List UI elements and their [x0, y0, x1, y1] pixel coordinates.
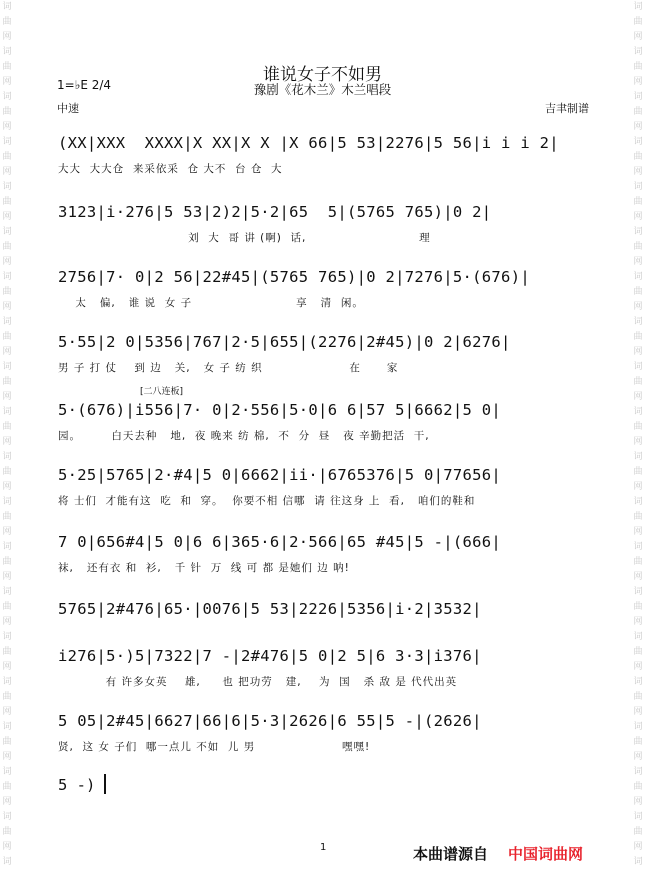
ending-notation: 5 -) [58, 776, 96, 794]
watermark-char: 曲 [633, 107, 643, 117]
watermark-char: 曲 [633, 557, 643, 567]
watermark-char: 词 [633, 857, 643, 867]
watermark-char: 词 [633, 632, 643, 642]
watermark-char: 曲 [2, 377, 12, 387]
notation-line-6: 5·25|5765|2·#4|5 0|6662|ii·|6765376|5 0|77656| [58, 466, 502, 484]
watermark-char: 词 [2, 452, 12, 462]
lyric-line-9: 有 许多女英 雄, 也 把功劳 建, 为 国 杀 敌 是 代代出英 [58, 676, 458, 688]
watermark-char: 曲 [633, 152, 643, 162]
watermark-char: 网 [633, 212, 643, 222]
watermark-char: 词 [633, 92, 643, 102]
watermark-char: 词 [2, 767, 12, 777]
watermark-char: 曲 [2, 197, 12, 207]
watermark-char: 曲 [2, 332, 12, 342]
watermark-char: 曲 [2, 782, 12, 792]
notation-line-10: 5 05|2#45|6627|66|6|5·3|2626|6 55|5 -|(2626| [58, 712, 482, 730]
watermark-char: 曲 [2, 17, 12, 27]
watermark-char: 网 [2, 77, 12, 87]
watermark-char: 词 [2, 182, 12, 192]
watermark-char: 词 [633, 182, 643, 192]
watermark-char: 网 [633, 122, 643, 132]
watermark-char: 曲 [2, 602, 12, 612]
watermark-char: 曲 [633, 467, 643, 477]
watermark-char: 网 [2, 32, 12, 42]
watermark-char: 网 [2, 122, 12, 132]
watermark-char: 曲 [633, 737, 643, 747]
watermark-char: 网 [633, 392, 643, 402]
site-link[interactable]: 中国词曲网 [508, 845, 584, 863]
watermark-char: 网 [633, 77, 643, 87]
watermark-char: 词 [2, 227, 12, 237]
watermark-char: 曲 [633, 647, 643, 657]
watermark-char: 网 [633, 32, 643, 42]
watermark-char: 词 [633, 767, 643, 777]
watermark-char: 网 [633, 257, 643, 267]
page-subtitle: 豫剧《花木兰》木兰唱段 [253, 82, 392, 97]
notation-line-2: 3123|i·276|5 53|2)2|5·2|65 5|(5765 765)|0 2| [58, 203, 492, 221]
watermark-char: 词 [633, 722, 643, 732]
watermark-char: 网 [2, 212, 12, 222]
watermark-char: 网 [633, 707, 643, 717]
watermark-char: 词 [2, 362, 12, 372]
notation-line-7: 7 0|656#4|5 0|6 6|365·6|2·566|65 #45|5 -|(666| [58, 533, 502, 551]
watermark-char: 词 [2, 722, 12, 732]
watermark-char: 曲 [633, 782, 643, 792]
watermark-char: 词 [2, 677, 12, 687]
watermark-char: 词 [2, 92, 12, 102]
watermark-char: 词 [2, 497, 12, 507]
notation-line-4: 5·55|2 0|5356|767|2·5|655|(2276|2#45)|0 2|6276| [58, 333, 511, 351]
watermark-char: 曲 [2, 62, 12, 72]
watermark-char: 网 [633, 572, 643, 582]
page-number: 1 [320, 842, 327, 853]
watermark-char: 词 [633, 317, 643, 327]
lyric-line-10: 贤, 这 女 子们 哪一点儿 不如 儿 男 嘿嘿! [58, 741, 371, 753]
watermark-char: 曲 [2, 737, 12, 747]
section-mark: [二八连板] [140, 387, 184, 397]
tempo-marking: 中速 [57, 102, 79, 115]
watermark-char: 网 [2, 347, 12, 357]
watermark-char: 词 [633, 587, 643, 597]
watermark-char: 曲 [2, 827, 12, 837]
watermark-char: 词 [2, 2, 12, 12]
transcriber-credit: 吉聿制谱 [545, 102, 589, 115]
watermark-char: 曲 [2, 647, 12, 657]
watermark-char: 词 [2, 812, 12, 822]
final-barline [104, 774, 106, 794]
watermark-char: 词 [633, 452, 643, 462]
watermark-char: 曲 [633, 422, 643, 432]
watermark-char: 曲 [633, 62, 643, 72]
lyric-line-6: 将 士们 才能有这 吃 和 穿。 你要不相 信哪 请 往这身 上 看, 咱们的鞋和 [58, 495, 476, 507]
watermark-char: 词 [633, 227, 643, 237]
watermark-char: 词 [2, 632, 12, 642]
watermark-char: 曲 [633, 332, 643, 342]
watermark-char: 网 [2, 662, 12, 672]
watermark-char: 曲 [2, 512, 12, 522]
watermark-char: 词 [2, 137, 12, 147]
watermark-char: 网 [633, 797, 643, 807]
watermark-char: 网 [2, 437, 12, 447]
lyric-line-4: 男 子 打 仗 到 边 关, 女 子 纺 织 在 家 [58, 362, 399, 374]
key-signature: 1=♭E 2/4 [57, 78, 112, 92]
watermark-char: 网 [633, 842, 643, 852]
watermark-char: 网 [633, 527, 643, 537]
watermark-char: 网 [633, 617, 643, 627]
watermark-left [0, 0, 14, 870]
watermark-char: 词 [633, 677, 643, 687]
watermark-char: 词 [2, 47, 12, 57]
watermark-char: 词 [2, 272, 12, 282]
watermark-char: 曲 [2, 422, 12, 432]
watermark-char: 网 [633, 752, 643, 762]
source-credit [413, 843, 583, 864]
watermark-char: 网 [2, 167, 12, 177]
watermark-char: 网 [2, 392, 12, 402]
notation-line-5: 5·(676)|i556|7· 0|2·556|5·0|6 6|57 5|6662|5 0| [58, 401, 502, 419]
lyric-line-3: 太 偏, 谁 说 女 子 享 清 闲。 [58, 297, 364, 309]
watermark-char: 词 [2, 317, 12, 327]
watermark-char: 网 [633, 662, 643, 672]
watermark-char: 网 [2, 617, 12, 627]
watermark-char: 网 [2, 752, 12, 762]
watermark-char: 曲 [633, 287, 643, 297]
watermark-char: 曲 [633, 197, 643, 207]
watermark-right [631, 0, 645, 870]
source-text: 本曲谱源自 [413, 845, 489, 863]
notation-line-8: 5765|2#476|65·|0076|5 53|2226|5356|i·2|3532| [58, 600, 482, 618]
watermark-char: 词 [633, 2, 643, 12]
lyric-line-2: 刘 大 哥 讲 (啊) 话, 理 [58, 232, 431, 244]
watermark-char: 网 [633, 482, 643, 492]
watermark-char: 词 [2, 542, 12, 552]
watermark-char: 词 [2, 407, 12, 417]
watermark-char: 词 [633, 272, 643, 282]
watermark-char: 网 [2, 572, 12, 582]
watermark-char: 曲 [633, 602, 643, 612]
notation-line-9: i276|5·)5|7322|7 -|2#476|5 0|2 5|6 3·3|i376| [58, 647, 482, 665]
watermark-char: 词 [633, 407, 643, 417]
watermark-char: 网 [2, 797, 12, 807]
notation-line-1: (XX|XXX XXXX|X XX|X X |X 66|5 53|2276|5 56|i i i 2| [58, 134, 559, 152]
watermark-char: 词 [633, 137, 643, 147]
lyric-line-5: 园。 白天去种 地, 夜 晚来 纺 棉, 不 分 昼 夜 辛勤把活 干, [58, 430, 430, 442]
lyric-line-1: 大大 大大仓 来采依采 仓 大不 台 仓 大 [58, 163, 283, 175]
watermark-char: 网 [2, 707, 12, 717]
watermark-char: 词 [2, 857, 12, 867]
watermark-char: 词 [633, 812, 643, 822]
watermark-char: 词 [633, 362, 643, 372]
watermark-char: 曲 [633, 377, 643, 387]
watermark-char: 曲 [633, 512, 643, 522]
watermark-char: 网 [2, 257, 12, 267]
watermark-char: 网 [633, 167, 643, 177]
watermark-char: 词 [633, 542, 643, 552]
watermark-char: 曲 [2, 152, 12, 162]
watermark-char: 网 [633, 347, 643, 357]
watermark-char: 网 [2, 527, 12, 537]
watermark-char: 网 [2, 302, 12, 312]
watermark-char: 网 [633, 302, 643, 312]
watermark-char: 词 [2, 587, 12, 597]
watermark-char: 曲 [2, 287, 12, 297]
watermark-char: 曲 [2, 467, 12, 477]
watermark-char: 曲 [633, 242, 643, 252]
watermark-char: 曲 [633, 827, 643, 837]
page-title: 谁说女子不如男 [263, 65, 382, 85]
watermark-char: 曲 [2, 557, 12, 567]
watermark-char: 曲 [633, 17, 643, 27]
watermark-char: 曲 [2, 107, 12, 117]
notation-line-3: 2756|7· 0|2 56|22#45|(5765 765)|0 2|7276|5·(676)| [58, 268, 530, 286]
watermark-char: 曲 [2, 692, 12, 702]
watermark-char: 网 [2, 842, 12, 852]
watermark-char: 网 [633, 437, 643, 447]
watermark-char: 词 [633, 47, 643, 57]
lyric-line-7: 袜, 还有衣 和 衫, 千 针 万 线 可 都 是她们 边 呐! [58, 562, 350, 574]
watermark-char: 词 [633, 497, 643, 507]
watermark-char: 网 [2, 482, 12, 492]
watermark-char: 曲 [633, 692, 643, 702]
watermark-char: 曲 [2, 242, 12, 252]
